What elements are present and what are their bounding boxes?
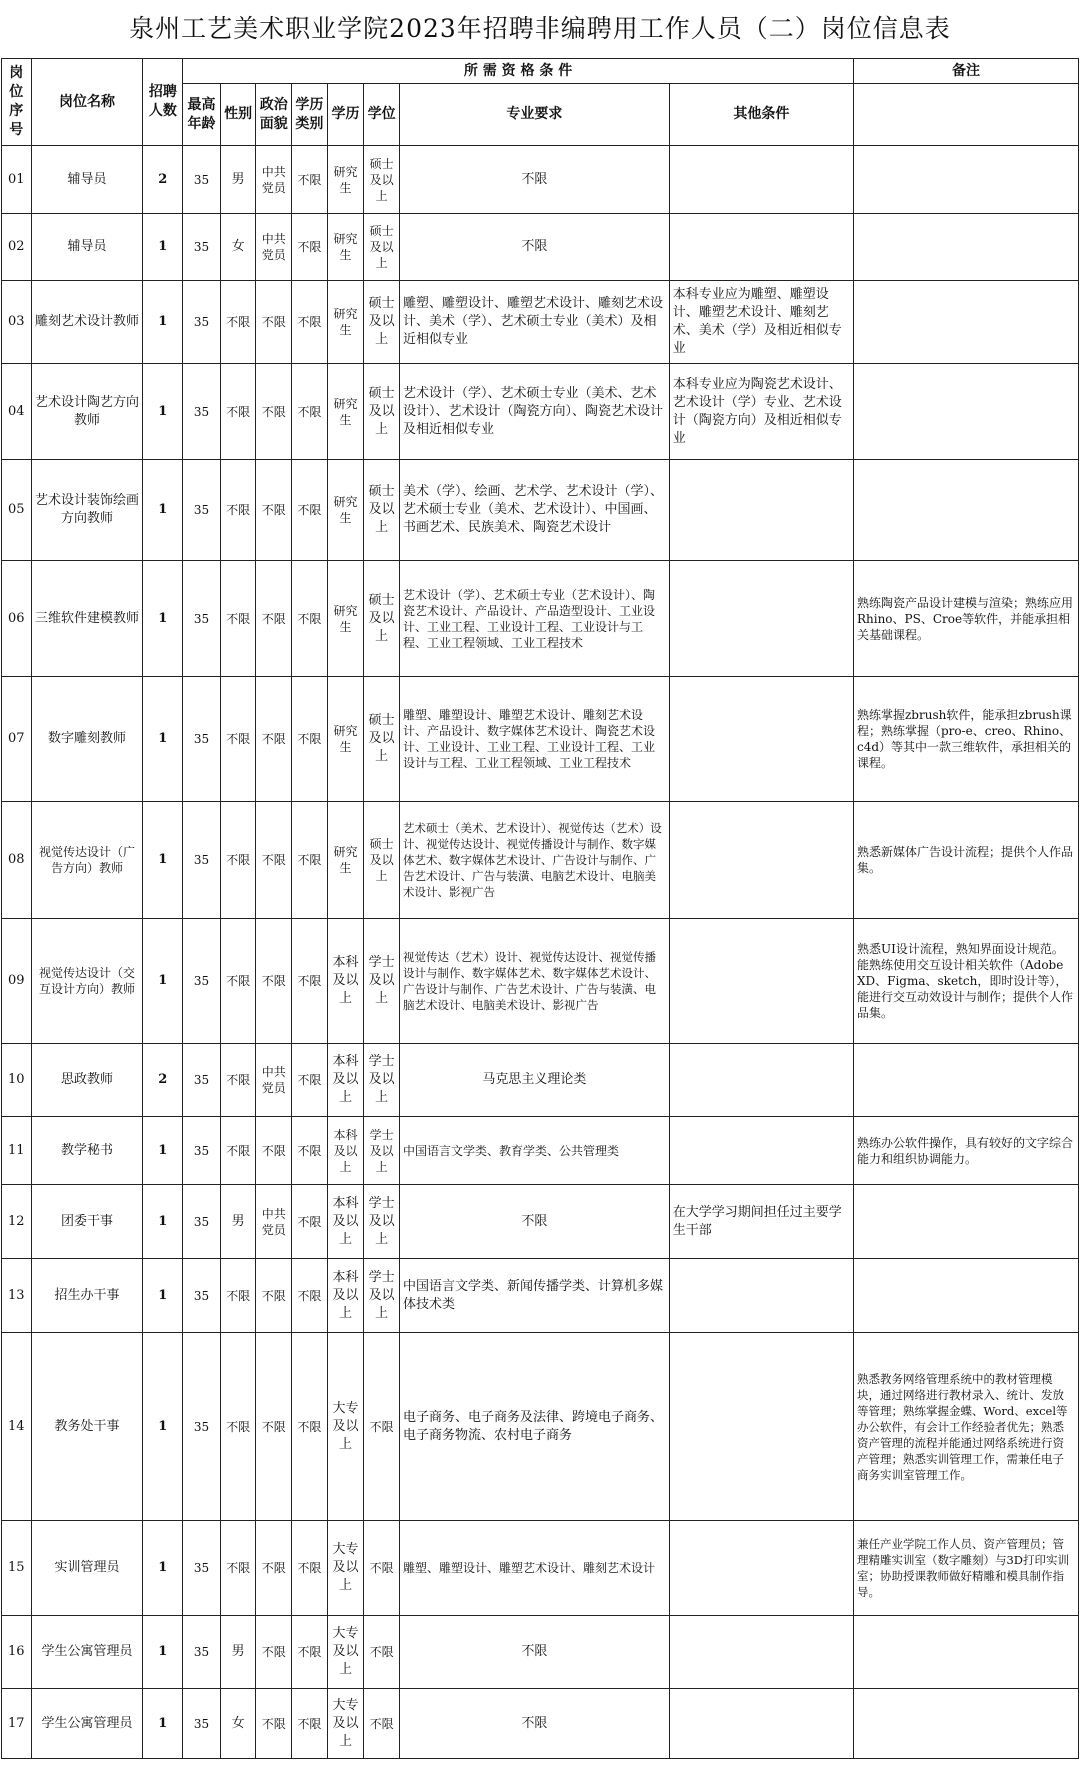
cell-seq: 07 [2,677,32,802]
cell-political: 不限 [256,919,292,1044]
cell-remark [853,146,1078,214]
cell-education: 研究生 [327,561,364,677]
cell-remark [853,364,1078,460]
cell-political: 不限 [256,561,292,677]
cell-remark [853,1689,1078,1759]
cell-other [669,214,853,281]
cell-name: 学生公寓管理员 [31,1689,143,1759]
cell-major: 不限 [399,146,669,214]
table-row [2,1185,1079,1259]
cell-remark: 熟练掌握zbrush软件，能承担zbrush课程；熟练掌握（pro-e、creo、Rhino、c4d）等其中一款三维软件，承担相关的课程。 [853,677,1078,802]
header-other: 其他条件 [669,84,853,146]
cell-remark: 熟练办公软件操作，具有较好的文字综合能力和组织协调能力。 [853,1117,1078,1185]
header-political: 政治面貌 [256,84,292,146]
cell-age: 35 [183,1259,221,1333]
cell-name: 艺术设计装饰绘画方向教师 [31,460,143,561]
cell-degree: 不限 [364,1333,400,1521]
cell-education: 研究生 [327,146,364,214]
table-row [2,1117,1079,1185]
cell-other [669,677,853,802]
cell-seq: 08 [2,802,32,919]
cell-edu-type: 不限 [292,561,328,677]
cell-major: 艺术硕士（美术、艺术设计）、视觉传达（艺术）设计、视觉传达设计、视觉传播设计与制作、数字媒体艺术、数字媒体艺术设计、广告设计与制作、广告艺术设计、广告与装潢、电脑艺术设计、电脑美术设计、影视广告 [399,802,669,919]
cell-other [669,1044,853,1117]
header-name: 岗位名称 [31,59,143,146]
cell-edu-type: 不限 [292,1521,328,1616]
cell-other [669,919,853,1044]
cell-gender: 女 [220,1689,256,1759]
cell-seq: 01 [2,146,32,214]
cell-age: 35 [183,677,221,802]
cell-major: 不限 [399,1689,669,1759]
cell-major: 雕塑、雕塑设计、雕塑艺术设计、雕刻艺术设计、美术（学）、艺术硕士专业（美术）及相近相似专业 [399,281,669,364]
cell-education: 研究生 [327,460,364,561]
header-education: 学历 [327,84,364,146]
cell-name: 思政教师 [31,1044,143,1117]
cell-gender: 不限 [220,460,256,561]
cell-degree: 学士及以上 [364,1044,400,1117]
cell-count: 1 [143,1521,183,1616]
cell-age: 35 [183,146,221,214]
cell-count: 1 [143,460,183,561]
cell-education: 本科及以上 [327,1044,364,1117]
cell-age: 35 [183,1333,221,1521]
cell-count: 1 [143,364,183,460]
cell-seq: 03 [2,281,32,364]
cell-name: 教学秘书 [31,1117,143,1185]
cell-major: 电子商务、电子商务及法律、跨境电子商务、电子商务物流、农村电子商务 [399,1333,669,1521]
cell-remark: 熟悉UI设计流程，熟知界面设计规范。能熟练使用交互设计相关软件（Adobe XD、Figma、sketch，即时设计等），能进行交互动效设计与制作；提供个人作品集。 [853,919,1078,1044]
cell-edu-type: 不限 [292,214,328,281]
table-row [2,281,1079,364]
table-row [2,561,1079,677]
cell-political: 不限 [256,1117,292,1185]
cell-political: 不限 [256,1259,292,1333]
cell-age: 35 [183,281,221,364]
cell-remark [853,214,1078,281]
cell-gender: 不限 [220,802,256,919]
table-row [2,677,1079,802]
cell-degree: 硕士及以上 [364,364,400,460]
cell-seq: 15 [2,1521,32,1616]
cell-count: 1 [143,1117,183,1185]
cell-political: 不限 [256,364,292,460]
cell-gender: 男 [220,1185,256,1259]
cell-edu-type: 不限 [292,146,328,214]
cell-remark [853,1044,1078,1117]
cell-degree: 不限 [364,1616,400,1689]
cell-major: 不限 [399,1616,669,1689]
cell-political: 中共党员 [256,214,292,281]
header-count: 招聘人数 [143,59,183,146]
table-row [2,1333,1079,1521]
cell-remark [853,1259,1078,1333]
cell-education: 大专及以上 [327,1616,364,1689]
cell-gender: 不限 [220,561,256,677]
cell-political: 不限 [256,1616,292,1689]
cell-count: 1 [143,1259,183,1333]
cell-gender: 不限 [220,677,256,802]
cell-name: 辅导员 [31,214,143,281]
cell-name: 实训管理员 [31,1521,143,1616]
table-row [2,1259,1079,1333]
cell-remark: 熟悉新媒体广告设计流程；提供个人作品集。 [853,802,1078,919]
cell-seq: 12 [2,1185,32,1259]
cell-edu-type: 不限 [292,1616,328,1689]
cell-edu-type: 不限 [292,1185,328,1259]
cell-count: 1 [143,1185,183,1259]
cell-age: 35 [183,1689,221,1759]
cell-major: 视觉传达（艺术）设计、视觉传达设计、视觉传播设计与制作、数字媒体艺术、数字媒体艺术设计、广告设计与制作、广告艺术设计、广告与装潢、电脑艺术设计、电脑美术设计、影视广告 [399,919,669,1044]
cell-age: 35 [183,1185,221,1259]
cell-gender: 不限 [220,1044,256,1117]
cell-count: 1 [143,1616,183,1689]
cell-gender: 男 [220,146,256,214]
cell-major: 艺术设计（学）、艺术硕士专业（艺术设计）、陶瓷艺术设计、产品设计、产品造型设计、工业设计、工业工程、工业设计工程、工业设计与工程、工业工程领域、工业工程技术 [399,561,669,677]
header-seq: 岗位序号 [2,59,32,146]
cell-edu-type: 不限 [292,364,328,460]
cell-count: 1 [143,802,183,919]
cell-name: 辅导员 [31,146,143,214]
cell-degree: 学士及以上 [364,1117,400,1185]
cell-other [669,1259,853,1333]
cell-political: 不限 [256,460,292,561]
cell-political: 不限 [256,677,292,802]
cell-name: 视觉传达设计（广告方向）教师 [31,802,143,919]
cell-remark: 熟练陶瓷产品设计建模与渲染；熟练应用Rhino、PS、Croe等软件，并能承担相关基础课程。 [853,561,1078,677]
cell-gender: 不限 [220,1259,256,1333]
cell-major: 不限 [399,1185,669,1259]
cell-other: 在大学学习期间担任过主要学生干部 [669,1185,853,1259]
cell-political: 不限 [256,281,292,364]
cell-degree: 学士及以上 [364,919,400,1044]
cell-education: 大专及以上 [327,1333,364,1521]
cell-education: 研究生 [327,214,364,281]
table-row [2,364,1079,460]
cell-other [669,802,853,919]
cell-degree: 硕士及以上 [364,460,400,561]
cell-count: 1 [143,677,183,802]
cell-other [669,1521,853,1616]
cell-education: 研究生 [327,677,364,802]
cell-degree: 硕士及以上 [364,146,400,214]
cell-gender: 不限 [220,364,256,460]
cell-political: 不限 [256,1689,292,1759]
job-info-table [1,58,1079,1759]
cell-degree: 不限 [364,1689,400,1759]
cell-gender: 不限 [220,1117,256,1185]
cell-edu-type: 不限 [292,1117,328,1185]
cell-edu-type: 不限 [292,460,328,561]
cell-major: 美术（学）、绘画、艺术学、艺术设计（学）、艺术硕士专业（美术、艺术设计）、中国画、书画艺术、民族美术、陶瓷艺术设计 [399,460,669,561]
cell-gender: 男 [220,1616,256,1689]
cell-age: 35 [183,214,221,281]
cell-age: 35 [183,460,221,561]
cell-education: 大专及以上 [327,1689,364,1759]
cell-major: 中国语言文学类、教育学类、公共管理类 [399,1117,669,1185]
cell-age: 35 [183,1521,221,1616]
cell-degree: 硕士及以上 [364,677,400,802]
cell-gender: 不限 [220,1521,256,1616]
cell-remark: 熟悉教务网络管理系统中的教材管理模块，通过网络进行教材录入、统计、发放等管理；熟练掌握金蝶、Word、excel等办公软件，有会计工作经验者优先；熟悉资产管理的流程并能通过网络系统进行资产管理；熟悉实训管理工作，需兼任电子商务实训室管理工作。 [853,1333,1078,1521]
cell-remark [853,1616,1078,1689]
cell-seq: 17 [2,1689,32,1759]
cell-seq: 11 [2,1117,32,1185]
cell-remark [853,460,1078,561]
cell-education: 大专及以上 [327,1521,364,1616]
cell-degree: 硕士及以上 [364,214,400,281]
cell-age: 35 [183,1616,221,1689]
header-remark: 备注 [853,59,1078,84]
cell-name: 视觉传达设计（交互设计方向）教师 [31,919,143,1044]
cell-other: 本科专业应为雕塑、雕塑设计、雕塑艺术设计、雕刻艺术、美术（学）及相近相似专业 [669,281,853,364]
cell-seq: 06 [2,561,32,677]
cell-name: 数字雕刻教师 [31,677,143,802]
cell-name: 教务处干事 [31,1333,143,1521]
cell-remark [853,1185,1078,1259]
cell-seq: 10 [2,1044,32,1117]
cell-seq: 14 [2,1333,32,1521]
cell-major: 中国语言文学类、新闻传播学类、计算机多媒体技术类 [399,1259,669,1333]
header-age: 最高年龄 [183,84,221,146]
table-row [2,1616,1079,1689]
cell-age: 35 [183,919,221,1044]
cell-edu-type: 不限 [292,281,328,364]
cell-other [669,1689,853,1759]
cell-count: 1 [143,561,183,677]
table-row [2,1689,1079,1759]
cell-age: 35 [183,561,221,677]
cell-edu-type: 不限 [292,1333,328,1521]
cell-count: 1 [143,1689,183,1759]
cell-degree: 硕士及以上 [364,281,400,364]
cell-seq: 16 [2,1616,32,1689]
cell-seq: 13 [2,1259,32,1333]
cell-political: 中共党员 [256,1185,292,1259]
header-gender: 性别 [220,84,256,146]
cell-degree: 学士及以上 [364,1185,400,1259]
table-row [2,146,1079,214]
cell-gender: 女 [220,214,256,281]
cell-age: 35 [183,364,221,460]
cell-count: 2 [143,1044,183,1117]
cell-age: 35 [183,1117,221,1185]
cell-count: 1 [143,281,183,364]
table-row [2,1521,1079,1616]
cell-seq: 02 [2,214,32,281]
cell-name: 团委干事 [31,1185,143,1259]
table-row [2,214,1079,281]
cell-education: 本科及以上 [327,1259,364,1333]
cell-age: 35 [183,1044,221,1117]
cell-degree: 学士及以上 [364,1259,400,1333]
cell-other [669,561,853,677]
cell-education: 本科及以上 [327,1185,364,1259]
cell-count: 1 [143,919,183,1044]
cell-degree: 不限 [364,1521,400,1616]
cell-other [669,1333,853,1521]
cell-major: 不限 [399,214,669,281]
cell-edu-type: 不限 [292,802,328,919]
cell-degree: 硕士及以上 [364,561,400,677]
cell-political: 中共党员 [256,146,292,214]
table-row [2,802,1079,919]
cell-seq: 04 [2,364,32,460]
cell-gender: 不限 [220,919,256,1044]
cell-count: 1 [143,1333,183,1521]
cell-degree: 硕士及以上 [364,802,400,919]
cell-seq: 09 [2,919,32,1044]
cell-edu-type: 不限 [292,919,328,1044]
cell-political: 中共党员 [256,1044,292,1117]
cell-other [669,1616,853,1689]
header-degree: 学位 [364,84,400,146]
cell-education: 研究生 [327,802,364,919]
cell-count: 2 [143,146,183,214]
cell-major: 马克思主义理论类 [399,1044,669,1117]
table-row [2,1044,1079,1117]
cell-name: 雕刻艺术设计教师 [31,281,143,364]
header-remark-empty [853,84,1078,146]
cell-remark: 兼任产业学院工作人员、资产管理员；管理精雕实训室（数字雕刻）与3D打印实训室；协助授课教师做好精雕和模具制作指导。 [853,1521,1078,1616]
cell-other [669,1117,853,1185]
cell-other [669,146,853,214]
cell-edu-type: 不限 [292,1689,328,1759]
cell-education: 研究生 [327,364,364,460]
cell-count: 1 [143,214,183,281]
cell-name: 学生公寓管理员 [31,1616,143,1689]
cell-name: 招生办干事 [31,1259,143,1333]
cell-political: 不限 [256,802,292,919]
cell-political: 不限 [256,1521,292,1616]
cell-major: 雕塑、雕塑设计、雕塑艺术设计、雕刻艺术设计、产品设计、数字媒体艺术设计、陶瓷艺术设计、工业设计、工业工程、工业设计工程、工业设计与工程、工业工程领域、工业工程技术 [399,677,669,802]
cell-education: 研究生 [327,281,364,364]
cell-remark [853,281,1078,364]
cell-edu-type: 不限 [292,1044,328,1117]
table-row [2,460,1079,561]
page-title: 泉州工艺美术职业学院2023年招聘非编聘用工作人员（二）岗位信息表 [129,14,951,43]
cell-gender: 不限 [220,1333,256,1521]
cell-age: 35 [183,802,221,919]
cell-edu-type: 不限 [292,1259,328,1333]
cell-political: 不限 [256,1333,292,1521]
header-major: 专业要求 [399,84,669,146]
header-qualification-group: 所 需 资 格 条 件 [183,59,854,84]
cell-name: 三维软件建模教师 [31,561,143,677]
cell-gender: 不限 [220,281,256,364]
cell-education: 本科及以上 [327,919,364,1044]
cell-education: 本科及以上 [327,1117,364,1185]
header-edu-type: 学历类别 [292,84,328,146]
cell-other: 本科专业应为陶瓷艺术设计、艺术设计（学）专业、艺术设计（陶瓷方向）及相近相似专业 [669,364,853,460]
cell-other [669,460,853,561]
cell-name: 艺术设计陶艺方向教师 [31,364,143,460]
cell-edu-type: 不限 [292,677,328,802]
table-row [2,919,1079,1044]
cell-seq: 05 [2,460,32,561]
cell-major: 雕塑、雕塑设计、雕塑艺术设计、雕刻艺术设计 [399,1521,669,1616]
cell-major: 艺术设计（学）、艺术硕士专业（美术、艺术设计）、艺术设计（陶瓷方向）、陶瓷艺术设计及相近相似专业 [399,364,669,460]
